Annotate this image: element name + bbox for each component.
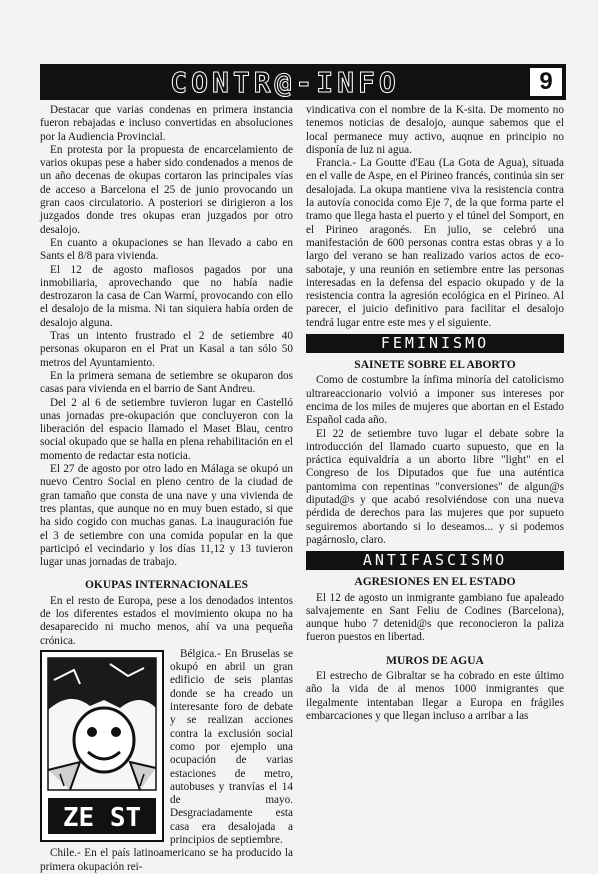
paragraph: El 27 de agosto por otro lado en Málaga se okupó un nuevo Centro Social en pleno centro de la ciudad de gran tamaño que consta de una nave y una vivienda de tres plantas, que aunque no en muy buen estado, si que ha sido cogido con muchas ganas. La inauguración fue el 3 de setiembre con una comida popular en la que participó el vecindario y los días 11,12 y 13 tuvieron lugar unas jornadas de trabajo. — [40, 463, 293, 569]
page-number: 9 — [530, 68, 562, 96]
paragraph: En protesta por la propuesta de encarcelamiento de varios okupas pese a haber sido condenados a menos de un año decenas de okupas cortaron las principales vías de acceso a Barcelona el 25 de junio provocando un gran caos circulatorio. A posteriori se dirigieron a los juzgados donde tres okupas eran juzgados por otro desalojo. — [40, 143, 293, 236]
paragraph: Francia.- La Goutte d'Eau (La Gota de Agua), situada en el valle de Aspe, en el Pirineo francés, continúa sin ser desalojada. La okupa mantiene viva la resistencia contra la autovía conocida como Eje 7, de la que forma parte el tramo que llega hasta el puerto y el túnel del Somport, en el Pirineo aragonés. En julio, se celebró una manifestación de 600 personas contra estas obras y a lo largo del verano se han realizado varios actos de eco-sabotaje, y una reunión en setiembre entre las personas interesadas en la defensa del espacio okupado y de la resistencia contra la agresión ecológica en el Pirineo. Al parecer, el juicio definitivo para facilitar el desalojo tendrá lugar entre este mes y el siguiente. — [306, 157, 564, 329]
section-heading: MUROS DE AGUA — [386, 654, 484, 667]
zest-label: ZE ST — [62, 802, 142, 833]
paragraph: Chile.- En el país latinoamericano se ha producido la primera okupación rei- — [40, 847, 293, 873]
paragraph: El 12 de agosto un inmigrante gambiano fue apaleado salvajemente en Sant Feliu de Codines (Barcelona), aunque hubo 7 detenid@s que reconocieron la paliza fueron puestos en libertad. — [306, 591, 564, 644]
paragraph: El 12 de agosto mafiosos pagados por una inmobiliaria, aprovechando que no había nadie destrozaron la casa de Can Warmí, provocando con ello el desalojo de la misma. Ni tan siquiera había orden de desalojo alguna. — [40, 263, 293, 329]
paragraph: En cuanto a okupaciones se han llevado a cabo en Sants el 8/8 para vivienda. — [40, 236, 293, 263]
zest-illustration — [40, 650, 164, 842]
left-column — [40, 104, 293, 874]
paragraph: Del 2 al 6 de setiembre tuvieron lugar en Castelló unas jornadas pre-okupación que concluyeron con la liberación del espacio llamado el Maset Blau, centro social okupado que se halla en plena rehabilitación en el momento de redactar esta noticia. — [40, 396, 293, 462]
section-band-feminismo: FEMINISMO — [306, 334, 564, 353]
paragraph: Como de costumbre la ínfima minoría del catolicismo ultrareaccionario volvió a imponer sus intereses por encima de los miles de mujeres que abortan en el Estado Español cada año. — [306, 374, 564, 427]
paragraph: Tras un intento frustrado el 2 de setiembre 40 personas okuparon en el Prat un Kasal a tan sólo 50 metros del Ayuntamiento. — [40, 330, 293, 369]
paragraph: Bélgica.- En Bruselas se okupó en abril un gran edificio de seis plantas donde se ha creado un interesante foro de debate y se realizan acciones contra la exclusión social como por ejemplo una ocupación de varias estaciones de metro, autobuses y tranvías el 14 de mayo. Desgraciadamente esta casa era desalojada a principios de septiembre. — [170, 647, 293, 847]
masthead — [40, 64, 566, 100]
paragraph: En el resto de Europa, pese a los denodados intentos de los diferentes estados el movimiento okupa no ha desaparecido ni mucho menos, ahí va una pequeña crónica. — [40, 594, 293, 647]
masthead-title: CONTR@-INFO — [170, 65, 400, 99]
section-heading: OKUPAS INTERNACIONALES — [84, 579, 249, 592]
paragraph: El 22 de setiembre tuvo lugar el debate sobre la introducción del llamado cuarto supuesto, que en la práctica equivaldría a un aborto libre "light" en el Congreso de los Diputados que fue una auténtica pantomima con repentinas "conversiones" de algun@s diputad@s y que acabó resolviéndose con una nueva pérdida de derechos para las mujeres que por supueto seguiremos abortando si lo deseamos... y si podemos pagárnoslo, claro. — [306, 427, 564, 546]
paragraph: vindicativa con el nombre de la K-sita. De momento no tenemos noticias de desalojo, aunque sabemos que el local permanece muy activo, auqnue en principio no disponía de luz ni agua. — [306, 104, 564, 156]
zest-illustration-art — [40, 650, 164, 842]
section-band-antifascismo: ANTIFASCISMO — [306, 551, 564, 570]
paragraph: El estrecho de Gibraltar se ha cobrado en este último año la vida de al menos 1000 inmigrantes que ilegalmente intentaban llegar a Europa en frágiles embarcaciones y que llegan incluso a arribar a las — [306, 669, 564, 722]
section-heading: AGRESIONES EN EL ESTADO — [354, 576, 516, 589]
paragraph: En la primera semana de setiembre se okuparon dos casas para vivienda en el barrio de Sant Andreu. — [40, 369, 293, 396]
paragraph: Destacar que varias condenas en primera instancia fueron rebajadas e incluso convertidas en absoluciones por la Audiencia Provincial. — [40, 104, 293, 143]
right-column — [306, 104, 564, 723]
section-heading: SAINETE SOBRE EL ABORTO — [354, 359, 516, 372]
